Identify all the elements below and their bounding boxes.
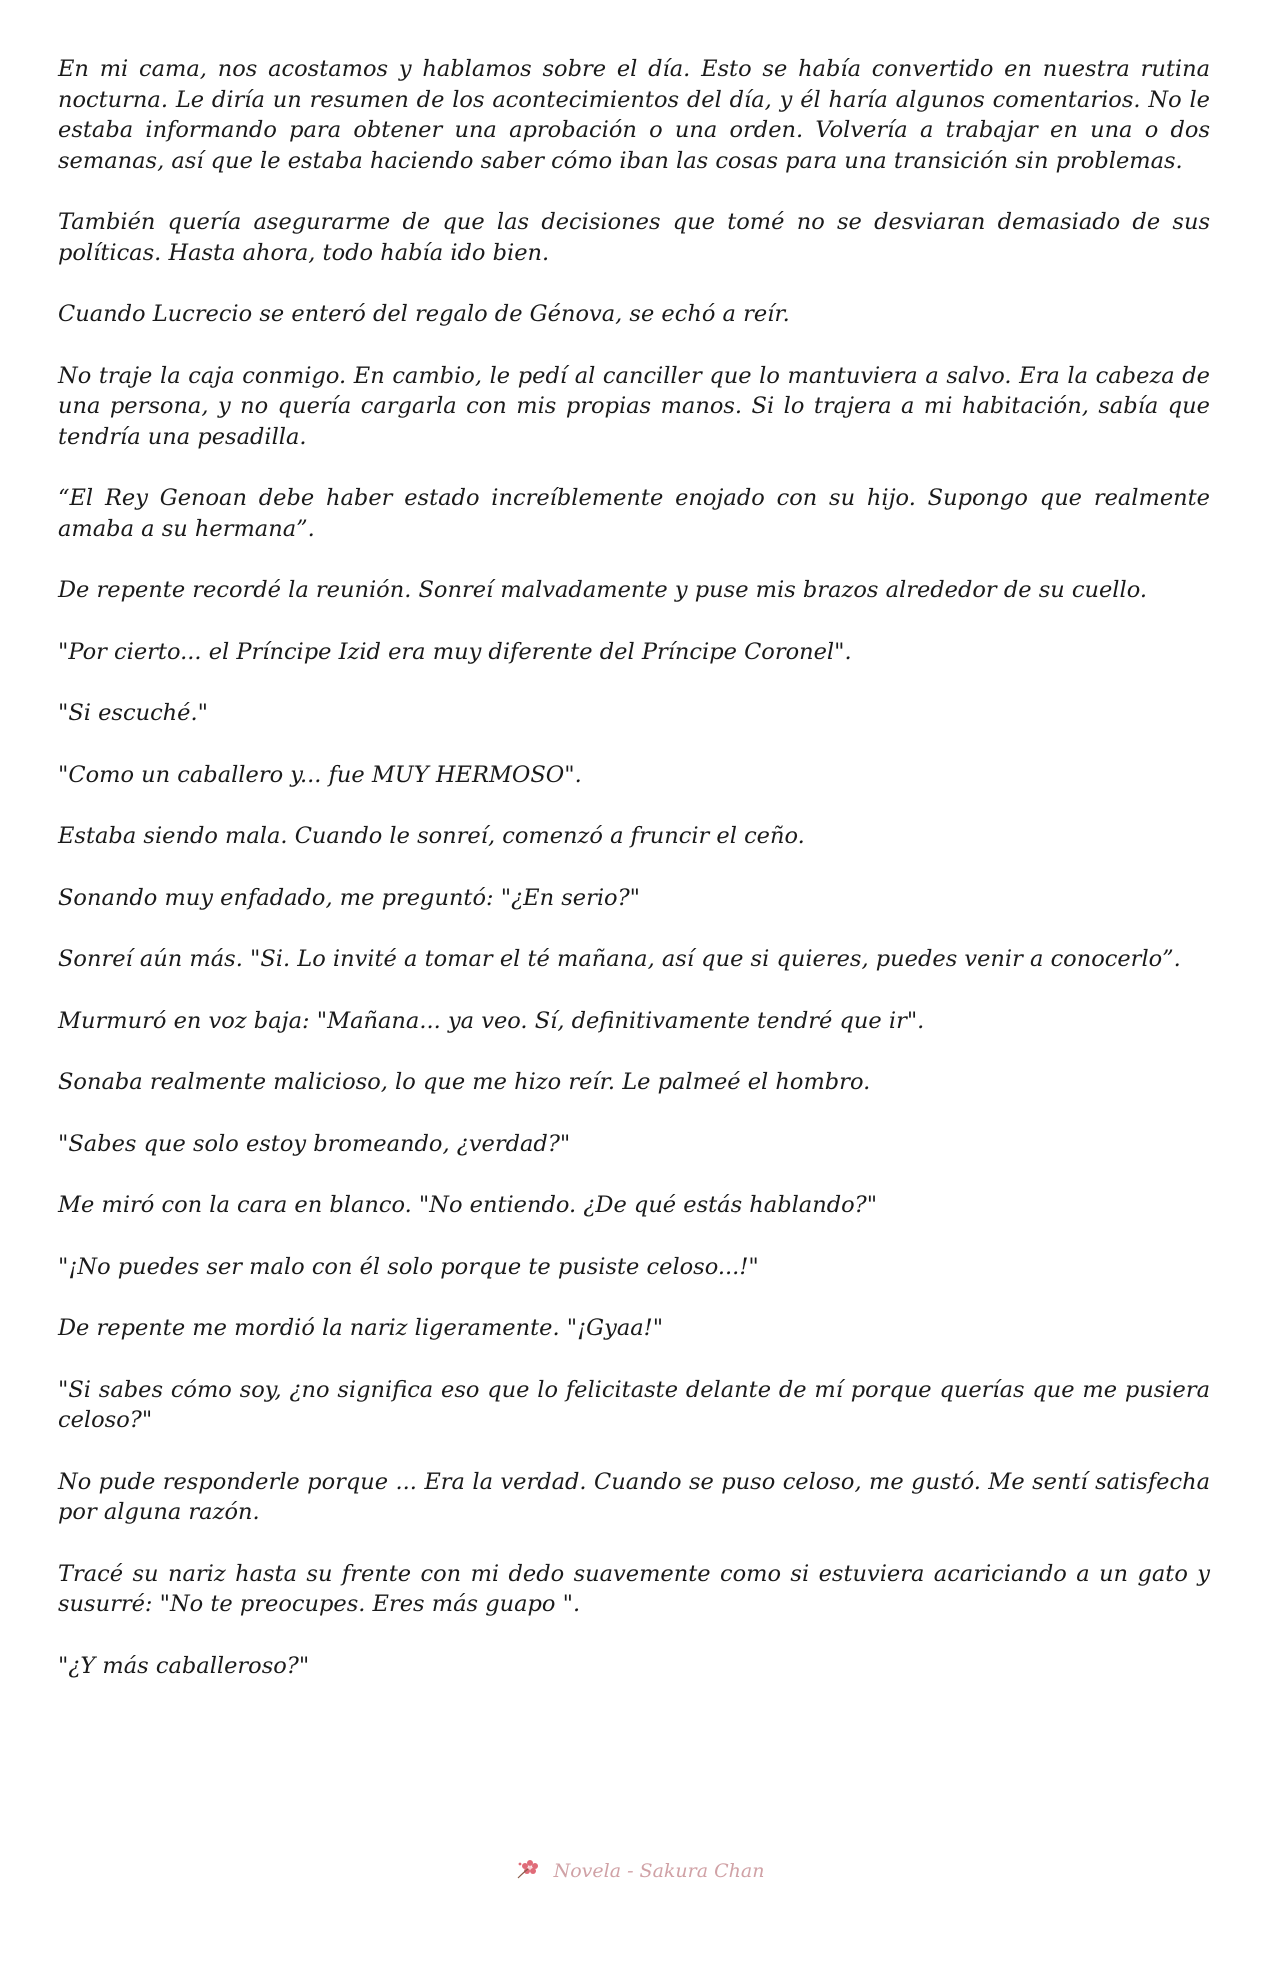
paragraph: "Si escuché." (58, 700, 208, 726)
paragraph: Estaba siendo mala. Cuando le sonreí, comenzó a fruncir el ceño. (58, 823, 805, 849)
paragraph: No pude responderle porque ... Era la verdad. Cuando se puso celoso, me gustó. Me sentí satisfecha por alguna razón. (58, 1468, 1210, 1525)
paragraph: "¿Y más caballeroso?" (58, 1652, 310, 1679)
paragraph: En mi cama, nos acostamos y hablamos sobre el día. Esto se había convertido en nuestra rutina nocturna. Le diría un resumen de los acontecimientos del día, y él haría algunos comentarios. No le estaba informando para obtener una aprobación o una orden. Volvería a trabajar en una o dos semanas, así que le estaba haciendo saber cómo iban las cosas para una transición sin problemas. (58, 56, 1210, 174)
paragraph: "Si sabes cómo soy, ¿no significa eso que lo felicitaste delante de mí porque querías que me pusiera celoso?" (58, 1376, 1210, 1433)
footer-text: Novela - Sakura Chan (553, 1860, 765, 1882)
document-body (58, 54, 1210, 1712)
paragraph: Me miró con la cara en blanco. "No entiendo. ¿De qué estás hablando?" (58, 1192, 878, 1218)
paragraph: Sonaba realmente malicioso, lo que me hizo reír. Le palmeé el hombro. (58, 1069, 871, 1095)
footer-watermark (0, 1858, 1280, 1882)
paragraph: "Por cierto... el Príncipe Izid era muy diferente del Príncipe Coronel". (58, 638, 852, 665)
paragraph: De repente me mordió la nariz ligeramente. "¡Gyaa!" (58, 1315, 664, 1341)
paragraph: También quería asegurarme de que las decisiones que tomé no se desviaran demasiado de sus políticas. Hasta ahora, todo había ido bien. (58, 209, 1210, 266)
paragraph: De repente recordé la reunión. Sonreí malvadamente y puse mis brazos alrededor de su cuello. (58, 577, 1147, 603)
paragraph: "¡No puedes ser malo con él solo porque te pusiste celoso...!" (58, 1253, 759, 1280)
paragraph: Cuando Lucrecio se enteró del regalo de Génova, se echó a reír. (58, 301, 790, 327)
paragraph: No traje la caja conmigo. En cambio, le pedí al canciller que lo mantuviera a salvo. Era la cabeza de una persona, y no quería cargarla con mis propias manos. Si lo trajera a mi habitación, sabía que tendría una pesadilla. (58, 362, 1210, 450)
paragraph: Sonreí aún más. "Si. Lo invité a tomar el té mañana, así que si quieres, puedes venir a conocerlo”. (58, 946, 1181, 972)
paragraph: Sonando muy enfadado, me preguntó: "¿En serio?" (58, 884, 641, 911)
sakura-flower-icon (516, 1858, 542, 1880)
paragraph: Tracé su nariz hasta su frente con mi dedo suavemente como si estuviera acariciando a un gato y susurré: "No te preocupes. Eres más guapo ". (58, 1560, 1210, 1617)
paragraph: Murmuró en voz baja: "Mañana... ya veo. Sí, definitivamente tendré que ir". (58, 1007, 925, 1034)
paragraph: "Sabes que solo estoy bromeando, ¿verdad?" (58, 1130, 571, 1157)
paragraph: "Como un caballero y... fue MUY HERMOSO". (58, 761, 582, 788)
paragraph: “El Rey Genoan debe haber estado increíblemente enojado con su hijo. Supongo que realmente amaba a su hermana”. (58, 485, 1210, 542)
